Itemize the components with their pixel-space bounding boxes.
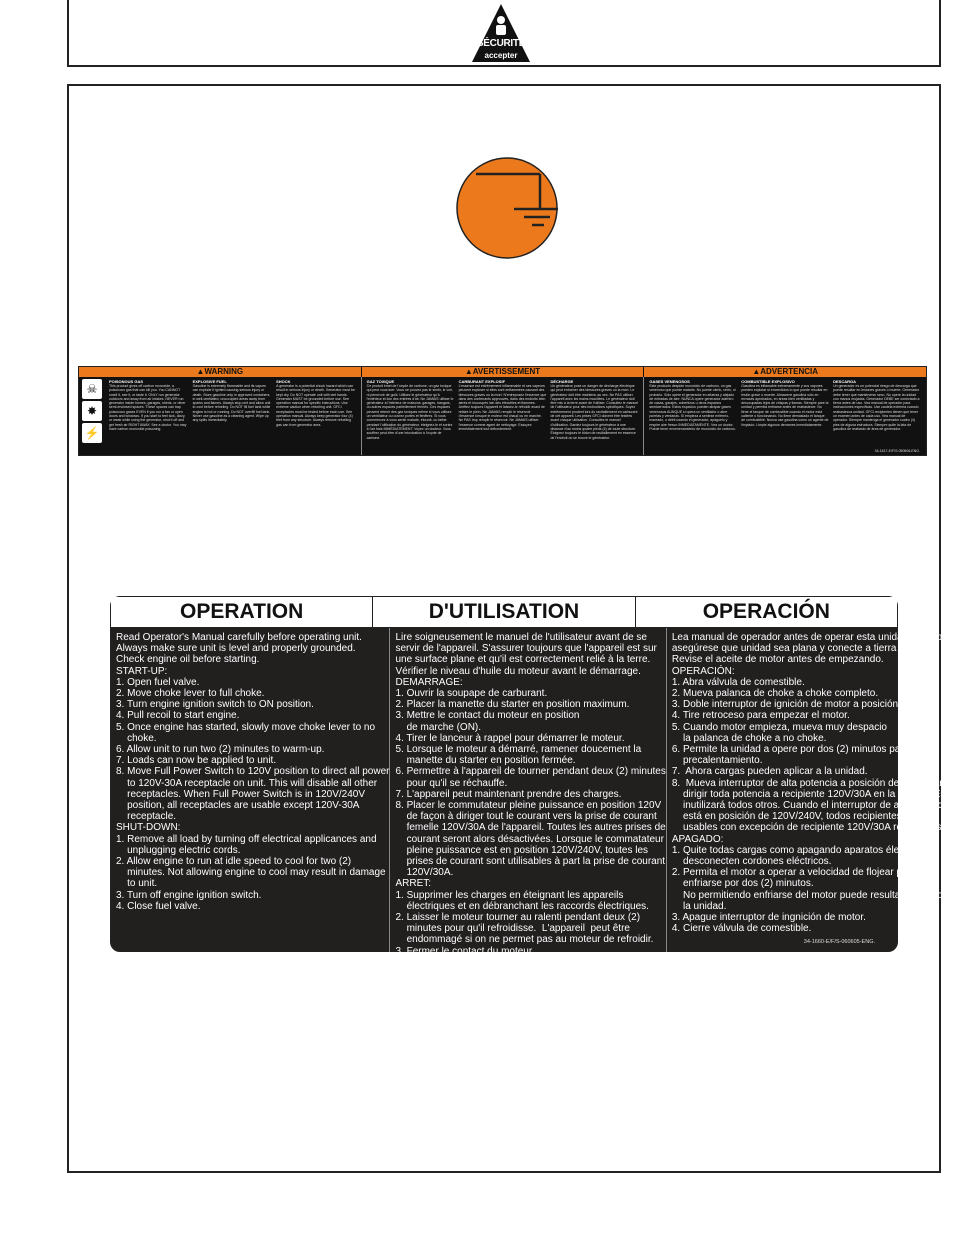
instruction-line: ARRET: [395,878,432,890]
operation-column-en [111,628,390,952]
instruction-line: SHUT-DOWN: [116,822,181,834]
instruction-line: 5. Cuando motor empieza, mueva muy despacio [671,721,887,733]
warning-section [457,379,549,453]
warning-column-en [79,377,362,455]
instruction-line: 4. Tire retroceso para empezar el motor. [671,710,850,722]
ground-icon [456,157,558,259]
instruction-line: Always make sure unit is level and properly grounded. [116,643,356,655]
instruction-line: usables con excepción de recipiente 120V/30A recipientes. [671,822,945,834]
warning-label [78,366,927,456]
instruction-line: 2. Laisser le moteur tourner au ralenti pendant deux (2) [395,912,641,924]
safety-badge [470,2,532,64]
instruction-line: 6. Permettre à l'appareil de tourner pendant deux (2) minutes [395,766,666,778]
instruction-line: desconecten cordones eléctricos. [671,856,832,868]
warning-header-es: ▲ADVERTENCIA [752,367,819,376]
instruction-line: 2. Allow engine to run at idle speed to cool for two (2) [116,856,352,868]
instruction-line: 1. Supprimer les charges en éteignant les appareils [395,889,624,901]
instruction-line: minutes. Not allowing engine to cool may result in damage [116,867,386,879]
instruction-line: 5. Once engine has started, slowly move choke lever to no [116,721,376,733]
instruction-line: courant seront alors désactivées. Lorsque le commatateur [395,833,664,845]
instruction-line: 8. Move Full Power Switch to 120V position to direct all power [116,766,390,778]
instruction-line: la palanca de choke a no choke. [671,732,827,744]
warning-section [548,379,640,453]
warning-section [739,379,831,453]
warning-section-title: POISONOUS GAS [109,379,144,384]
instruction-line: Revise el aceite de motor antes de empezando. [671,654,884,666]
operation-header-es: OPERACIÓN [702,600,830,623]
warning-section-text: Ce produit émet de l'oxyde de carbone, un gaz toxique qui peut vous tuer. Vous ne pouvez pas le sentir, le voir, ni percevoir de goût. Utilisez le générateur qu'à l'extérieur et loin des entrées d'air. Ne JAMAIS utiliser le générateur à l'intérieur de maisons, garages, hangars, ou autres espaces partiellement fermés. Ces espaces peuvent retenir des gaz toxiques même si vous utilisez un ventilateur ou ouvrez portes et fenêtres. Si vous commencez à vous sentir malade, étourdi, ou faible pendant l'utilisation du générateur, éteignez-le et sortez à l'air frais IMMÉDIATEMENT. Voyez un docteur. Vous souffrez peut-être d'une intoxication à l'oxyde de carbone. [366,384,454,440]
instruction-line: manette du starter en position fermée. [395,755,576,767]
warning-header-fr: ▲AVERTISSEMENT [362,367,645,377]
instruction-line: endommagé si on ne permet pas au moteur de refroidir. [395,934,654,946]
warning-section [191,379,275,453]
warning-section [274,379,358,453]
instruction-line: 1. Remove all load by turning off electrical applicances and [116,833,377,845]
instruction-line: 1. Quite todas cargas como apagando aparatos électricos y [671,844,936,856]
instruction-line: 7. L'appareil peut maintenant prendre des charges. [395,788,622,800]
instruction-line: 3. Fermer le contact du moteur. [395,945,535,957]
warning-section-text: Este producto despide monóxido de carbono, un gas venenoso que puede matarle. No puede olerlo, verlo, ni probarlo. Sólo opere el generador en afueras y alejado de entradas de aire. NUNCA opere generador adentro de casas, garajes, cobertizos u otros espacios semicerrados. Estos espacios pueden atrapar gases venenosos AUNQUE si opera un ventilador o abre puertas y ventanas. Si empieza a sentirse enfermo, mareado, o débil usando el generador, apáguelo y respire aire fresco INMEDIATAMENTE. Vea un doctor. Puede tener envenenamiento de monóxido de carbono. [649,384,736,431]
operation-header-en: OPERATION [111,597,373,627]
instruction-line: APAGADO: [671,833,724,845]
instruction-line: 7. Ahora cargas pueden aplicar a la unidad. [671,766,868,778]
warning-label-body [79,377,926,455]
warning-section-title: GAZ TOXIQUE [366,379,395,384]
instruction-line: minutes pour qu'il refroidisse. L'appareil peut être [395,923,630,935]
instruction-line: 3. Apague interruptor de ingnición de motor. [671,912,866,924]
explosion-icon: ✸ [82,401,102,421]
instruction-line: dirigir toda potencia a recipiente 120V/30A en la unidad. Este [671,788,954,800]
instruction-line: une surface plane et qu'il est correctement relié à la terre. [395,654,651,666]
badge-subtitle: accepter [484,51,518,60]
instruction-line: 7. Loads can now be applied to unit. [116,755,277,767]
operation-header-fr: D'UTILISATION [373,597,635,627]
instruction-line: choke. [116,732,157,744]
warning-section-text: Un générateur pose un danger de décharge électrique qui peut entraîner des blessures graves ou la mort. Le générateur doit être maintenu au sec. Ne PAS utiliser l'appareil avec les mains mouillées. Le générateur doit être mis à la terre avant de l'utiliser. Consultez le manuel de l'utilisateur pour des instructions spécifiques. Soyez extrêmement prudent lors du ravitaillement en carburant de cet appareil. Les prises GFCI doivent être testées avant chaque utilisation. Consultez le manuel d'utilisation. Gardez toujours le générateur à une distance d'au moins quatre pieds (4) de toute structure. Éloignez toujours le bidon de ravitaillement en essence de l'endroit où se trouve le générateur. [550,384,639,440]
instruction-line: unplugging electric cords. [116,844,241,856]
instruction-line: 1. Open fuel valve. [116,676,200,688]
instruction-line: la unidad. [671,900,727,912]
warning-section-title: COMBUSTIBLE EXPLOSIVO [741,379,795,384]
instruction-line: precalentamiento. [671,755,763,767]
operation-column-fr [390,628,666,968]
operation-label-code: 34-1660-E/F/S-060605-ENG. [803,939,875,945]
instruction-line: to 120V-30A receptacle on unit. This will disable all other [116,777,378,789]
instruction-line: enfriarse por dos (2) minutos. [671,878,814,890]
warning-section-text: Gasolina es inflamable extremamente y sus vapores pueden explotar si encendidos lo que puede resultar en lesión grave o muerte. Almacene gasolina sólo en envases aprobados, en áreas bien ventiladas y desocupadas lejos de chispas y llamas. Siempre pare la unidad y permita enfriarse antes de reabastecer. No llene el tanque de combustible cuando el motor está caliente o funcionando. No llene demasiado el tanque de combustible. Nunca use gasolina como un agente de limpiado. Limpie algunos derrames inmediatamente. [741,384,829,427]
warning-section-text: Un generador es un potencial riesgo de descarga que puede resultar en lesiones graves o muerte. Generador debe tener que mantenerse seco. No opere la unidad con manos mojadas. Generador DEBE ser conectado a tierra antes de uso. Vea manual de operador para instrucciones específicas. Use cautela extrema cuando reabastezca unidad. GFCI recipientes tienen que tener un examen antes de cada uso. Vea manual de operador. Siempre mantenga el generador cuatro (4) pies de alguna estructura. Siempre quite la lata de gasolina de reabasto de área de generador. [833,384,920,431]
instruction-line: 4. Close fuel valve. [116,900,201,912]
instruction-line: Lea manual de operador antes de operar esta unidad. Siempre [671,632,951,643]
warning-section [647,379,739,453]
instruction-line: está en posición de 120V/240V, todos recipientes son [671,811,921,823]
toxic-gas-icon: ☠ [82,379,102,399]
instruction-line: 2. Permita el motor a operar a velocidad de flojear para [671,867,917,879]
instruction-line: Vérifier le niveau d'huile du moteur avant le démarrage. [395,665,641,677]
instruction-line: 3. Doble interruptor de ignición de motor a posición de ON. [671,699,933,711]
operation-label-body [111,628,954,968]
instruction-line: receptacle. [116,811,177,823]
instruction-line: 2. Mueva palanca de choke a choke completo. [671,688,879,700]
warning-section-title: EXPLOSIVE FUEL [192,379,227,384]
instruction-line: 1. Abra válvula de comestible. [671,676,805,688]
instruction-line: prises de courant sont utilisables à part la prise de courant [395,856,666,868]
warning-section-title: SHOCK [276,379,291,384]
operation-column-es [667,628,954,952]
instruction-line: to unit. [116,878,158,890]
warning-section-title: DESCARGA [833,379,857,384]
instruction-line: 4. Fermer la soupape de carburant. [395,956,553,968]
instruction-line: femelle 120V/30A de l'appareil. Toutes les autres prises de [395,822,666,834]
instruction-line: 8. Mueva interruptor de alta potencia a posición de 120V para [671,777,949,789]
operation-label-header [111,597,897,628]
instruction-line: 4. Tirer le lanceur à rappel pour démarrer le moteur. [395,732,625,744]
warning-column-fr [362,377,645,455]
warning-section [107,379,191,453]
instruction-line: 3. Turn off engine ignition switch. [116,889,262,901]
warning-section-text: This product gives off carbon monoxide, a poisonous gas that can kill you. You CANNOT smell it, see it, or taste it. ONLY run generator outdoors and away from air intakes. NEVER run generator inside homes, garages, sheds, or other semi-enclosed spaces. These spaces can trap poisonous gases EVEN if you run a fan or open doors and windows. If you start to feel sick, dizzy, or weak while using the generator, shut it off and get fresh air RIGHT AWAY. See a doctor. You may have carbon monoxide poisoning. [109,384,187,431]
instruction-line: OPERACIÓN: [671,665,735,677]
warning-section-title: GASES VENENOSOS [649,379,690,384]
instruction-line: 5. Lorsque le moteur a démarré, ramener doucement la [395,744,642,756]
instruction-line: servir de l'appareil. S'assurer toujours que l'appareil est sur [395,643,657,655]
warning-section-title: DÉCHARGE [550,379,574,384]
instruction-line: Lire soigneusement le manuel de l'utilisateur avant de se [395,632,647,643]
instruction-line: 4. Pull recoil to start engine. [116,710,240,722]
instruction-line: DEMARRAGE: [395,676,463,688]
warning-section-title: CARBURANT EXPLOSIF [458,379,506,384]
badge-title: SÉCURITÉ [476,38,526,49]
instruction-line: de façon à diriger tout le courant vers la prise de courant [395,811,657,823]
instruction-line: Check engine oil before starting. [116,654,260,666]
shock-icon: ⚡ [82,423,102,443]
instruction-line: 8. Placer le commutateur pleine puissance en position 120V [395,800,662,812]
instruction-line: 2. Move choke lever to full choke. [116,688,265,700]
instruction-line: 2. Placer la manette du starter en position maximum. [395,699,630,711]
instruction-line: START-UP: [116,665,168,677]
instruction-line: électriques et en débranchant les raccords électriques. [395,900,649,912]
instruction-line: Read Operator's Manual carefully before operating unit. [116,632,362,643]
instruction-line: pour qu'il se réchauffe. [395,777,508,789]
warning-header-en: ▲WARNING [79,367,362,377]
instruction-line: 6. Allow unit to run two (2) minutes to warm-up. [116,744,325,756]
warning-icons [82,379,104,453]
warning-section [365,379,457,453]
instruction-line: 3. Mettre le contact du moteur en position [395,710,580,722]
instruction-line: inutilizará todos otros. Cuando el interruptor de alta potencia [671,800,951,812]
warning-label-code: 34-1617-E/F/S-050606-ENG. [874,449,920,453]
instruction-line: 6. Permite la unidad a opere por dos (2) minutos para [671,744,910,756]
instruction-line: 120V/30A. [395,867,454,879]
warning-label-header [79,367,926,377]
warning-section-text: Gasoline is extremely flammable and its vapors can explode if ignited causing serious injury or death. Store gasoline only in approved containers, in well-ventilated, unoccupied areas away from sparks and flames. Always stop unit and allow unit to cool before refueling. Do NOT fill fuel tank while engine is hot or running. Do NOT overfill fuel tank. Never use gasoline as a cleaning agent. Wipe up any spills immediately. [192,384,271,423]
warning-column-es [644,377,926,455]
instruction-line: No permitiendo enfriarse del motor puede resultar en daño a [671,889,951,901]
instruction-line: asegúrese que unidad sea plana y conecte a tierra correcto. [671,643,939,655]
instruction-line: 3. Turn engine ignition switch to ON position. [116,699,314,711]
instruction-line: de marche (ON). [395,721,482,733]
instruction-line: pleine puissance est en position 120V/240V, toutes les [395,844,649,856]
operation-label [110,596,954,968]
warning-section [831,379,923,453]
warning-section-text: L'essence est extrêmement inflammable et ses vapeurs peuvent exploser si elles sont enflammées causant des blessures graves ou la mort. N'entreposez l'essence que dans des contenants approuvés, dans des endroits bien aérés et inoccupés loin des étincelles et flammes. Arrêtez toujours l'appareil et laissez-le refroidir avant de refaire le plein. Ne JAMAIS remplir le réservoir d'essence lorsque le moteur est chaud ou en marche. Ne PAS trop remplir le réservoir. Ne JAMAIS utiliser l'essence comme agent de nettoyage. Essuyez immédiatement tout débordement. [458,384,547,431]
instruction-line: position, all receptacles are usable except 120V-30A [116,800,360,812]
instruction-line: 1. Ouvrir la soupape de carburant. [395,688,548,700]
instruction-line: receptacles. When Full Power Switch is in 120V/240V [116,788,366,800]
instruction-line: 4. Cierre válvula de comestible. [671,923,812,935]
warning-section-text: A generator is a potential shock hazard which can result in serious injury or death. Generator must be kept dry. Do NOT operate unit with wet hands. Generator MUST be grounded before use. See operation manual for specific instructions. Use extreme caution when refueling unit. GFCI receptacles must be tested before each use. See operation manual. Always keep generator four (4) feet from any structure. Always remove refueling gas can from generator area. [276,384,355,427]
